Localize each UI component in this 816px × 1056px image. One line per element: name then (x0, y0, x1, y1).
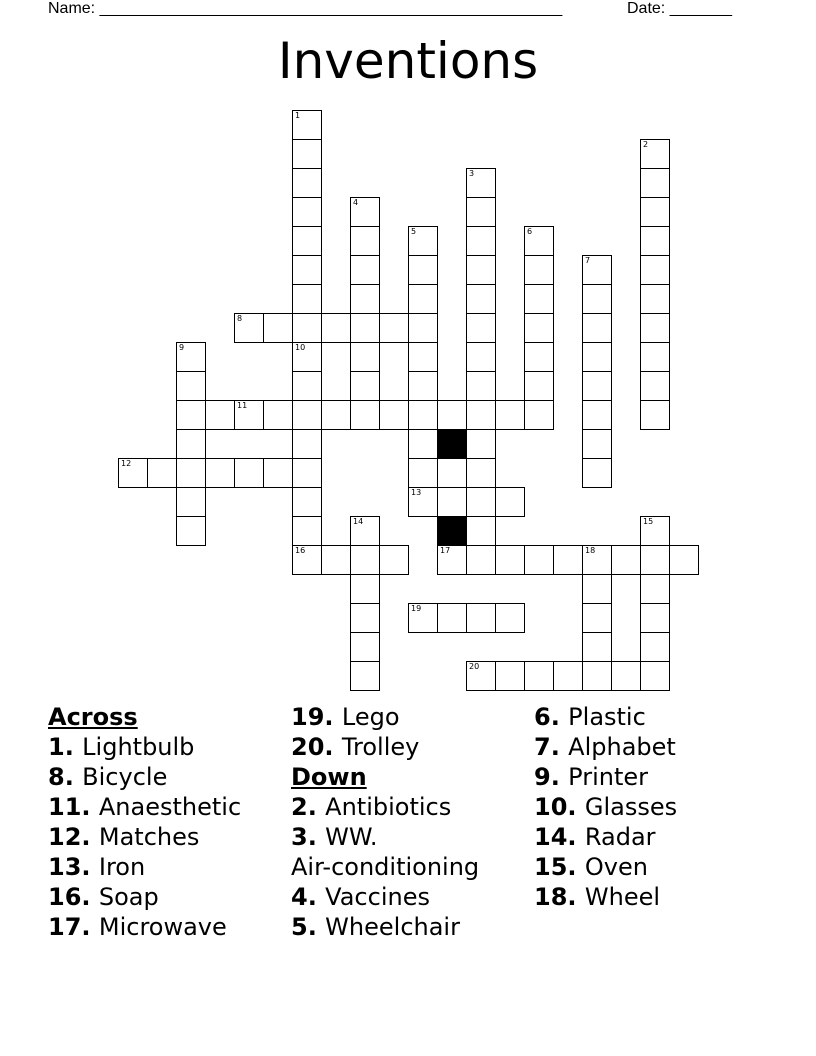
clue-text: Soap (98, 883, 159, 911)
grid-cell[interactable] (640, 197, 670, 227)
clue-item (291, 822, 526, 852)
grid-cell[interactable] (582, 661, 612, 691)
clue-text: Oven (584, 853, 648, 881)
clue-number: 11. (48, 793, 99, 821)
clue-number: 1 (295, 111, 301, 120)
grid-cell[interactable] (640, 516, 670, 546)
grid-cell[interactable] (350, 400, 380, 430)
grid-cell[interactable] (408, 284, 438, 314)
clue-item (48, 822, 283, 852)
grid-cell[interactable] (350, 516, 380, 546)
clue-number: 4. (291, 883, 326, 911)
grid-cell[interactable] (582, 429, 612, 459)
grid-cell[interactable] (640, 371, 670, 401)
clue-item (291, 792, 526, 822)
grid-cell[interactable] (640, 342, 670, 372)
grid-cell[interactable] (640, 284, 670, 314)
grid-cell[interactable] (466, 168, 496, 198)
grid-cell[interactable] (466, 458, 496, 488)
grid-cell[interactable] (321, 545, 351, 575)
grid-cell[interactable] (408, 342, 438, 372)
grid-cell[interactable] (350, 342, 380, 372)
grid-cell[interactable] (321, 313, 351, 343)
clue-item (291, 882, 526, 912)
grid-cell[interactable] (524, 661, 554, 691)
clue-item (48, 882, 283, 912)
grid-cell[interactable] (321, 400, 351, 430)
grid-cell[interactable] (379, 545, 409, 575)
clue-item (534, 852, 774, 882)
clue-number: 19. (291, 703, 342, 731)
grid-cell[interactable] (582, 371, 612, 401)
grid-cell[interactable] (350, 284, 380, 314)
grid-cell[interactable] (582, 458, 612, 488)
grid-cell[interactable] (466, 487, 496, 517)
grid-cell[interactable] (466, 371, 496, 401)
grid-cell[interactable] (524, 342, 554, 372)
clue-text: Antibiotics (325, 793, 452, 821)
clue-text: Air-conditioning (291, 853, 480, 881)
clue-number: 12. (48, 823, 99, 851)
clue-text: Vaccines (325, 883, 430, 911)
grid-cell[interactable] (524, 284, 554, 314)
clue-number: 8 (237, 314, 243, 323)
clue-item (291, 912, 526, 942)
grid-cell[interactable] (466, 661, 496, 691)
grid-cell[interactable] (437, 400, 467, 430)
clue-number: 16. (48, 883, 99, 911)
clue-item (48, 732, 283, 762)
grid-cell[interactable] (350, 661, 380, 691)
grid-cell[interactable] (640, 661, 670, 691)
clue-item (534, 702, 774, 732)
grid-cell[interactable] (263, 400, 293, 430)
clue-item (534, 732, 774, 762)
clue-number: 10 (295, 343, 306, 352)
clue-number: 15 (643, 517, 654, 526)
grid-cell[interactable] (582, 255, 612, 285)
grid-cell[interactable] (408, 487, 438, 517)
clue-text: Lightbulb (82, 733, 195, 761)
grid-cell[interactable] (292, 313, 322, 343)
grid-cell[interactable] (176, 487, 206, 517)
grid-cell[interactable] (466, 197, 496, 227)
grid-cell[interactable] (350, 371, 380, 401)
clue-number: 16 (295, 546, 306, 555)
grid-cell[interactable] (350, 197, 380, 227)
grid-cell[interactable] (292, 110, 322, 140)
clue-number: 20 (469, 662, 480, 671)
grid-cell[interactable] (466, 255, 496, 285)
clue-number: 15. (534, 853, 585, 881)
grid-cell[interactable] (640, 603, 670, 633)
clue-number: 7 (585, 256, 591, 265)
grid-cell[interactable] (437, 603, 467, 633)
grid-cell[interactable] (495, 400, 525, 430)
grid-cell[interactable] (437, 487, 467, 517)
grid-cell[interactable] (466, 545, 496, 575)
grid-cell[interactable] (408, 371, 438, 401)
clue-number: 12 (121, 459, 132, 468)
across-heading: Across (48, 703, 138, 731)
grid-cell[interactable] (582, 603, 612, 633)
grid-cell[interactable] (495, 603, 525, 633)
clue-item (48, 912, 283, 942)
grid-cell[interactable] (292, 458, 322, 488)
grid-cell[interactable] (408, 255, 438, 285)
grid-cell[interactable] (611, 545, 641, 575)
clue-item (534, 762, 774, 792)
clue-number: 2. (291, 793, 326, 821)
grid-cell[interactable] (408, 458, 438, 488)
grid-cell[interactable] (176, 429, 206, 459)
clue-item (291, 852, 526, 882)
grid-cell[interactable] (292, 255, 322, 285)
clue-text: Lego (341, 703, 400, 731)
grid-cell[interactable] (350, 255, 380, 285)
grid-cell[interactable] (640, 574, 670, 604)
grid-cell[interactable] (292, 168, 322, 198)
clue-number: 9. (534, 763, 569, 791)
grid-cell[interactable] (234, 458, 264, 488)
clue-item (291, 702, 526, 732)
clue-number: 4 (353, 198, 359, 207)
grid-cell[interactable] (466, 516, 496, 546)
clue-item (291, 732, 526, 762)
grid-cell[interactable] (408, 400, 438, 430)
grid-cell[interactable] (437, 545, 467, 575)
grid-cell[interactable] (292, 139, 322, 169)
grid-cell[interactable] (234, 313, 264, 343)
grid-cell[interactable] (582, 342, 612, 372)
clue-number: 6. (534, 703, 569, 731)
grid-cell[interactable] (292, 226, 322, 256)
clue-item (48, 852, 283, 882)
grid-cell[interactable] (524, 255, 554, 285)
grid-cell[interactable] (524, 226, 554, 256)
clue-text: WW. (325, 823, 378, 851)
grid-cell[interactable] (640, 226, 670, 256)
clue-text: Printer (568, 763, 649, 791)
grid-cell[interactable] (350, 226, 380, 256)
clue-item (534, 792, 774, 822)
grid-cell[interactable] (292, 516, 322, 546)
grid-cell[interactable] (582, 313, 612, 343)
grid-cell[interactable] (466, 400, 496, 430)
clue-item (48, 792, 283, 822)
grid-cell[interactable] (408, 603, 438, 633)
grid-cell[interactable] (263, 458, 293, 488)
down-heading: Down (291, 763, 367, 791)
grid-cell[interactable] (292, 487, 322, 517)
grid-cell[interactable] (466, 429, 496, 459)
grid-cell[interactable] (292, 284, 322, 314)
grid-cell[interactable] (524, 545, 554, 575)
clue-column-2 (291, 702, 526, 942)
clue-number: 14 (353, 517, 364, 526)
grid-cell[interactable] (292, 400, 322, 430)
grid-cell[interactable] (640, 400, 670, 430)
grid-cell[interactable] (611, 661, 641, 691)
clue-text: Bicycle (82, 763, 168, 791)
clue-number: 14. (534, 823, 585, 851)
grid-cell[interactable] (582, 545, 612, 575)
grid-cell[interactable] (669, 545, 699, 575)
clue-number: 8. (48, 763, 83, 791)
grid-cell[interactable] (292, 371, 322, 401)
grid-cell[interactable] (176, 342, 206, 372)
grid-cell[interactable] (176, 371, 206, 401)
clue-column-1 (48, 702, 283, 942)
grid-cell[interactable] (350, 632, 380, 662)
grid-cell[interactable] (408, 429, 438, 459)
clue-text: Trolley (341, 733, 420, 761)
clue-number: 2 (643, 140, 649, 149)
clue-text: Wheelchair (325, 913, 460, 941)
grid-cell[interactable] (466, 226, 496, 256)
clue-number: 13 (411, 488, 422, 497)
grid-cell[interactable] (408, 226, 438, 256)
date-field-label: Date: _______ (627, 0, 732, 17)
grid-cell[interactable] (292, 342, 322, 372)
grid-cell[interactable] (524, 313, 554, 343)
grid-cell[interactable] (292, 429, 322, 459)
grid-cell[interactable] (640, 255, 670, 285)
grid-cell[interactable] (553, 661, 583, 691)
grid-cell[interactable] (495, 661, 525, 691)
grid-cell[interactable] (234, 400, 264, 430)
grid-cell[interactable] (350, 574, 380, 604)
grid-cell[interactable] (292, 197, 322, 227)
clue-number: 10. (534, 793, 585, 821)
grid-cell[interactable] (176, 458, 206, 488)
clue-text: Microwave (98, 913, 227, 941)
grid-cell[interactable] (640, 168, 670, 198)
grid-cell[interactable] (582, 400, 612, 430)
clue-number: 13. (48, 853, 99, 881)
grid-cell[interactable] (524, 371, 554, 401)
grid-cell[interactable] (379, 313, 409, 343)
grid-cell[interactable] (524, 400, 554, 430)
clue-item (534, 882, 774, 912)
clue-text: Glasses (584, 793, 678, 821)
grid-cell[interactable] (553, 545, 583, 575)
clue-number: 3 (469, 169, 475, 178)
clue-number: 11 (237, 401, 248, 410)
clue-text: Iron (98, 853, 146, 881)
grid-cell[interactable] (205, 458, 235, 488)
grid-cell[interactable] (640, 545, 670, 575)
clue-number: 17. (48, 913, 99, 941)
grid-cell[interactable] (350, 603, 380, 633)
grid-cell[interactable] (640, 632, 670, 662)
grid-cell[interactable] (379, 400, 409, 430)
clue-number: 5. (291, 913, 326, 941)
grid-cell[interactable] (466, 342, 496, 372)
grid-cell[interactable] (495, 545, 525, 575)
black-cell (437, 516, 467, 546)
clue-item (534, 822, 774, 852)
grid-cell[interactable] (205, 400, 235, 430)
clue-number: 18. (534, 883, 585, 911)
clue-number: 19 (411, 604, 422, 613)
clue-text: Anaesthetic (98, 793, 242, 821)
clue-text: Wheel (584, 883, 661, 911)
clue-number: 17 (440, 546, 451, 555)
page-title: Inventions (277, 32, 539, 90)
name-field-label: Name: ____________________________________________________ (48, 0, 563, 17)
grid-cell[interactable] (263, 313, 293, 343)
grid-cell[interactable] (176, 400, 206, 430)
grid-cell[interactable] (350, 313, 380, 343)
grid-cell[interactable] (582, 284, 612, 314)
grid-cell[interactable] (350, 545, 380, 575)
grid-cell[interactable] (640, 139, 670, 169)
clue-number: 7. (534, 733, 569, 761)
grid-cell[interactable] (292, 545, 322, 575)
clue-text: Matches (98, 823, 200, 851)
grid-cell[interactable] (640, 313, 670, 343)
clue-number: 3. (291, 823, 326, 851)
black-cell (437, 429, 467, 459)
grid-cell[interactable] (582, 574, 612, 604)
clue-number: 9 (179, 343, 185, 352)
grid-cell[interactable] (147, 458, 177, 488)
grid-cell[interactable] (408, 313, 438, 343)
clue-number: 6 (527, 227, 533, 236)
clue-text: Plastic (568, 703, 646, 731)
grid-cell[interactable] (582, 632, 612, 662)
grid-cell[interactable] (466, 603, 496, 633)
clue-number: 20. (291, 733, 342, 761)
clue-column-3 (534, 702, 774, 912)
grid-cell[interactable] (495, 487, 525, 517)
clue-text: Radar (584, 823, 656, 851)
clue-text: Alphabet (568, 733, 676, 761)
grid-cell[interactable] (466, 284, 496, 314)
grid-cell[interactable] (118, 458, 148, 488)
grid-cell[interactable] (176, 516, 206, 546)
grid-cell[interactable] (466, 313, 496, 343)
clue-number: 18 (585, 546, 596, 555)
clue-number: 5 (411, 227, 417, 236)
clue-number: 1. (48, 733, 83, 761)
clue-item (48, 762, 283, 792)
